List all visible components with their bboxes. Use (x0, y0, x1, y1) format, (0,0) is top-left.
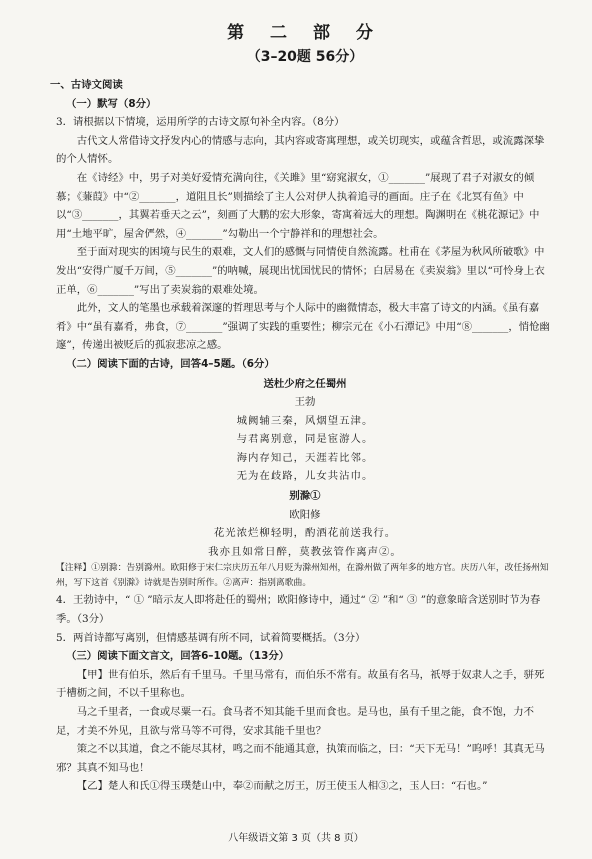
poem-line: 与君离别意，同是宦游人。 (236, 433, 374, 446)
q3-paragraph: 至于面对现实的困境与民生的艰难，文人们的感慨与同情使自然流露。杜甫在《茅屋为秋风所破歌》中发出“安得广厦千万间，⑤_______”的呐喊，展现出忧国忧民的情怀；白居易在《卖炭翁》里以“可怜身上衣正单，⑥_______”写出了卖炭翁的艰难处境。 (56, 246, 545, 296)
wenyan-paragraph: 策之不以其道，食之不能尽其材，鸣之而不能通其意，执策而临之，曰：“天下无马！”呜呼！其真无马邪？其真不知马也！ (56, 743, 545, 774)
poem-line: 城阙辅三秦，风烟望五津。 (236, 414, 374, 427)
poem-line: 花光浓烂柳轻明，酌酒花前送我行。 (213, 527, 397, 540)
part2-heading: （二）阅读下面的古诗，回答4–5题。（6分） (66, 357, 275, 370)
poem1-title: 送杜少府之任蜀州 (263, 377, 347, 390)
question-5: 5．两首诗都写离别，但情感基调有所不同，试着简要概括。（3分） (56, 631, 366, 644)
poem-line: 海内存知己，天涯若比邻。 (236, 451, 374, 464)
page-footer: 八年级语文第 3 页（共 8 页） (228, 833, 364, 845)
poem2-title: 别滁① (289, 490, 321, 503)
poem-line: 我亦且如常日醉，莫教弦管作离声②。 (208, 545, 402, 558)
part1-heading: （一）默写（8分） (66, 97, 157, 110)
poem1-author: 王勃 (294, 396, 316, 409)
poem-notes: 【注释】①别滁：告别滁州。欧阳修于宋仁宗庆历五年八月贬为滁州知州，在滁州做了两年多的地方官。庆历八年，改任扬州知州，写下这首《别滁》诗就是告别时所作。②离声：指别离歌曲。 (56, 563, 549, 589)
wenyan-paragraph: 【乙】楚人和氏①得玉璞楚山中，奉②而献之厉王，厉王使玉人相③之，玉人曰：“石也。” (76, 780, 488, 793)
poem2-author: 欧阳修 (289, 508, 321, 521)
question-3-stem: 3．请根据以下情境，运用所学的古诗文原句补全内容。（8分） (56, 116, 345, 129)
section-heading: 一、古诗文阅读 (50, 79, 123, 91)
q3-paragraph: 古代文人常借诗文抒发内心的情感与志向，其内容或寄寓理想，或关切现实，或蕴含哲思，或流露深挚的个人情怀。 (56, 134, 545, 166)
wenyan-paragraph: 马之千里者，一食或尽粟一石。食马者不知其能千里而食也。是马也，虽有千里之能，食不饱，力不足，才美不外见，且欲与常马等不可得，安求其能千里也？ (56, 706, 534, 737)
part3-heading: （三）阅读下面文言文，回答6–10题。（13分） (66, 650, 290, 663)
poem-line: 无为在歧路，儿女共沾巾。 (236, 470, 374, 483)
page-subtitle: （3–20题 56分） (246, 49, 364, 65)
question-4: 4．王勃诗中，“ ① ”暗示友人即将赴任的蜀州；欧阳修诗中，通过“ ② ”和“ ③ ”的意象暗含送别时节为春季。（3分） (56, 594, 541, 626)
wenyan-paragraph: 【甲】世有伯乐，然后有千里马。千里马常有，而伯乐不常有。故虽有名马，祇辱于奴隶人之手，骈死于槽枥之间，不以千里称也。 (56, 668, 545, 700)
q3-paragraph: 在《诗经》中，男子对美好爱情充满向往，《关雎》里“窈窕淑女，①_______”展现了君子对淑女的倾慕；《蒹葭》中“②_______，道阻且长”则描绘了主人公对伊人执着追寻的画面。庄子在《北冥有鱼》中以“③_______，其翼若垂天之云”，刻画了大鹏的宏大形象，寄寓着远大的理想。陶渊明在《桃花源记》中用“土地平旷，屋舍俨然，④_______”勾勒出一个宁静祥和的理想社会。 (56, 171, 540, 240)
page-title: 第 二 部 分 (227, 23, 383, 43)
q3-paragraph: 此外，文人的笔墨也承载着深邃的哲理思考与个人际中的幽微情态，极大丰富了诗文的内涵。《虽有嘉肴》中“虽有嘉肴，弗食，⑦_______”强调了实践的重要性；柳宗元在《小石潭记》中用“⑧_______，悄怆幽邃”，传递出被贬后的孤寂悲凉之感。 (56, 302, 550, 352)
